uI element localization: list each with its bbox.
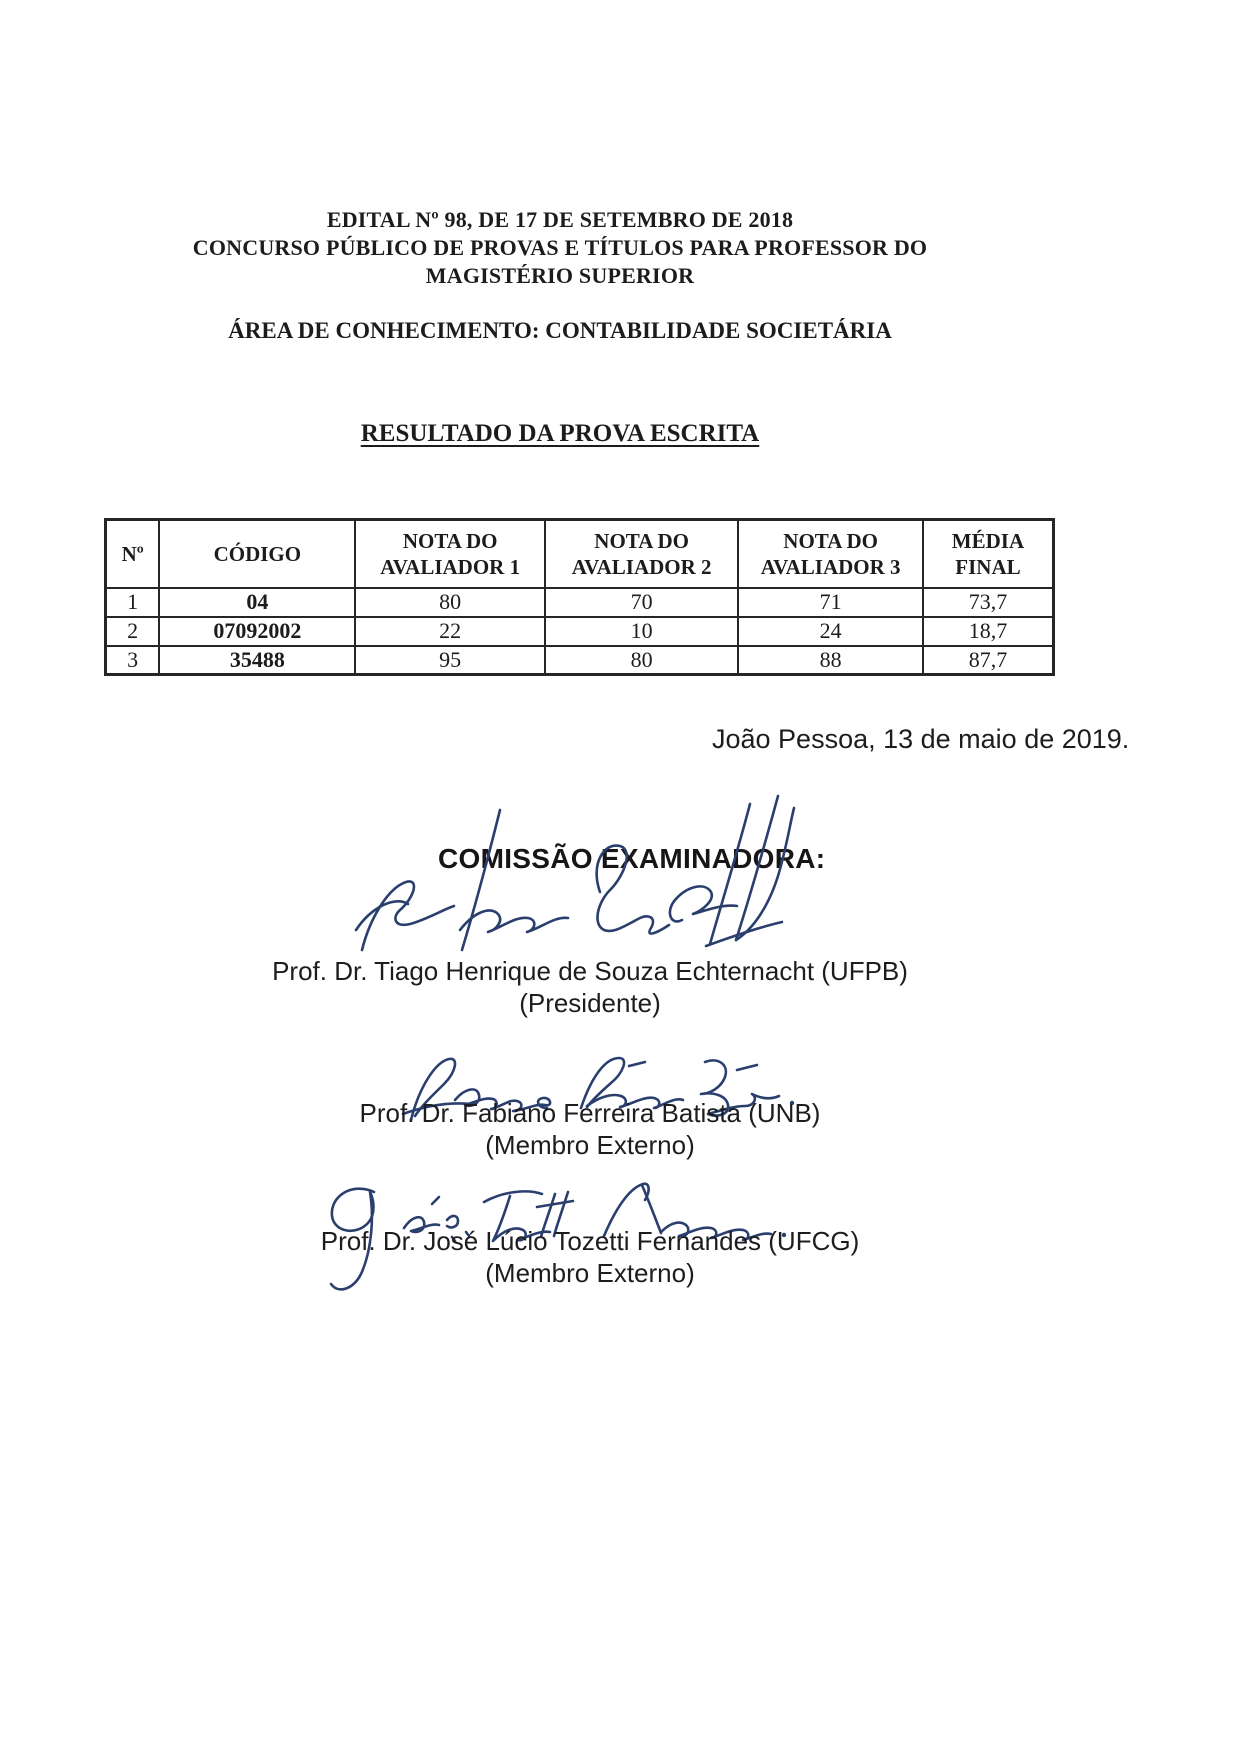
cell-media: 18,7 (923, 617, 1054, 646)
cell-numero: 1 (106, 588, 160, 617)
cell-nota3: 71 (738, 588, 923, 617)
cell-nota3: 24 (738, 617, 923, 646)
cell-nota2: 70 (545, 588, 738, 617)
knowledge-area-line: ÁREA DE CONHECIMENTO: CONTABILIDADE SOCIETÁRIA (228, 318, 892, 343)
commission-title: COMISSÃO EXAMINADORA: (438, 843, 826, 874)
cell-nota2: 80 (545, 646, 738, 675)
signature-tiago-handwriting (348, 782, 808, 972)
member-name: Prof. Dr. Tiago Henrique de Souza Echternacht (UFPB) (272, 956, 908, 986)
cell-numero: 2 (106, 617, 160, 646)
table-row (106, 646, 1054, 675)
member-role: (Membro Externo) (485, 1258, 695, 1288)
col-header-nota3: NOTA DO AVALIADOR 3 (738, 520, 923, 588)
concurso-line: CONCURSO PÚBLICO DE PROVAS E TÍTULOS PARA PROFESSOR DO (192, 235, 928, 260)
col-header-numero: Nº (106, 520, 160, 588)
cell-nota1: 80 (355, 588, 545, 617)
col-header-codigo: CÓDIGO (159, 520, 355, 588)
cell-nota1: 95 (355, 646, 545, 675)
cell-nota3: 88 (738, 646, 923, 675)
member-name: Prof. Dr. Fabiano Ferreira Batista (UNB) (359, 1098, 821, 1128)
cell-nota1: 22 (355, 617, 545, 646)
member-role: (Membro Externo) (485, 1130, 695, 1160)
col-header-media: MÉDIA FINAL (923, 520, 1054, 588)
document-header (0, 206, 1120, 290)
col-header-nota2: NOTA DO AVALIADOR 2 (545, 520, 738, 588)
member-role: (Presidente) (519, 988, 661, 1018)
col-header-nota1: NOTA DO AVALIADOR 1 (355, 520, 545, 588)
table-row (106, 588, 1054, 617)
magisterio-line: MAGISTÉRIO SUPERIOR (425, 263, 695, 288)
cell-numero: 3 (106, 646, 160, 675)
section-title-text: RESULTADO DA PROVA ESCRITA (360, 420, 760, 447)
cell-media: 73,7 (923, 588, 1054, 617)
table-row (106, 617, 1054, 646)
cell-codigo: 04 (159, 588, 355, 617)
results-table (104, 518, 1055, 676)
member-name: Prof. Dr. José Lúcio Tozetti Fernandes (UFCG) (320, 1226, 860, 1256)
cell-codigo: 35488 (159, 646, 355, 675)
cell-media: 87,7 (923, 646, 1054, 675)
section-title (0, 420, 1120, 448)
place-date-line: João Pessoa, 13 de maio de 2019. (712, 724, 1130, 754)
cell-nota2: 10 (545, 617, 738, 646)
edital-title-line: EDITAL Nº 98, DE 17 DE SETEMBRO DE 2018 (326, 207, 794, 232)
cell-codigo: 07092002 (159, 617, 355, 646)
table-header-row (106, 520, 1054, 588)
